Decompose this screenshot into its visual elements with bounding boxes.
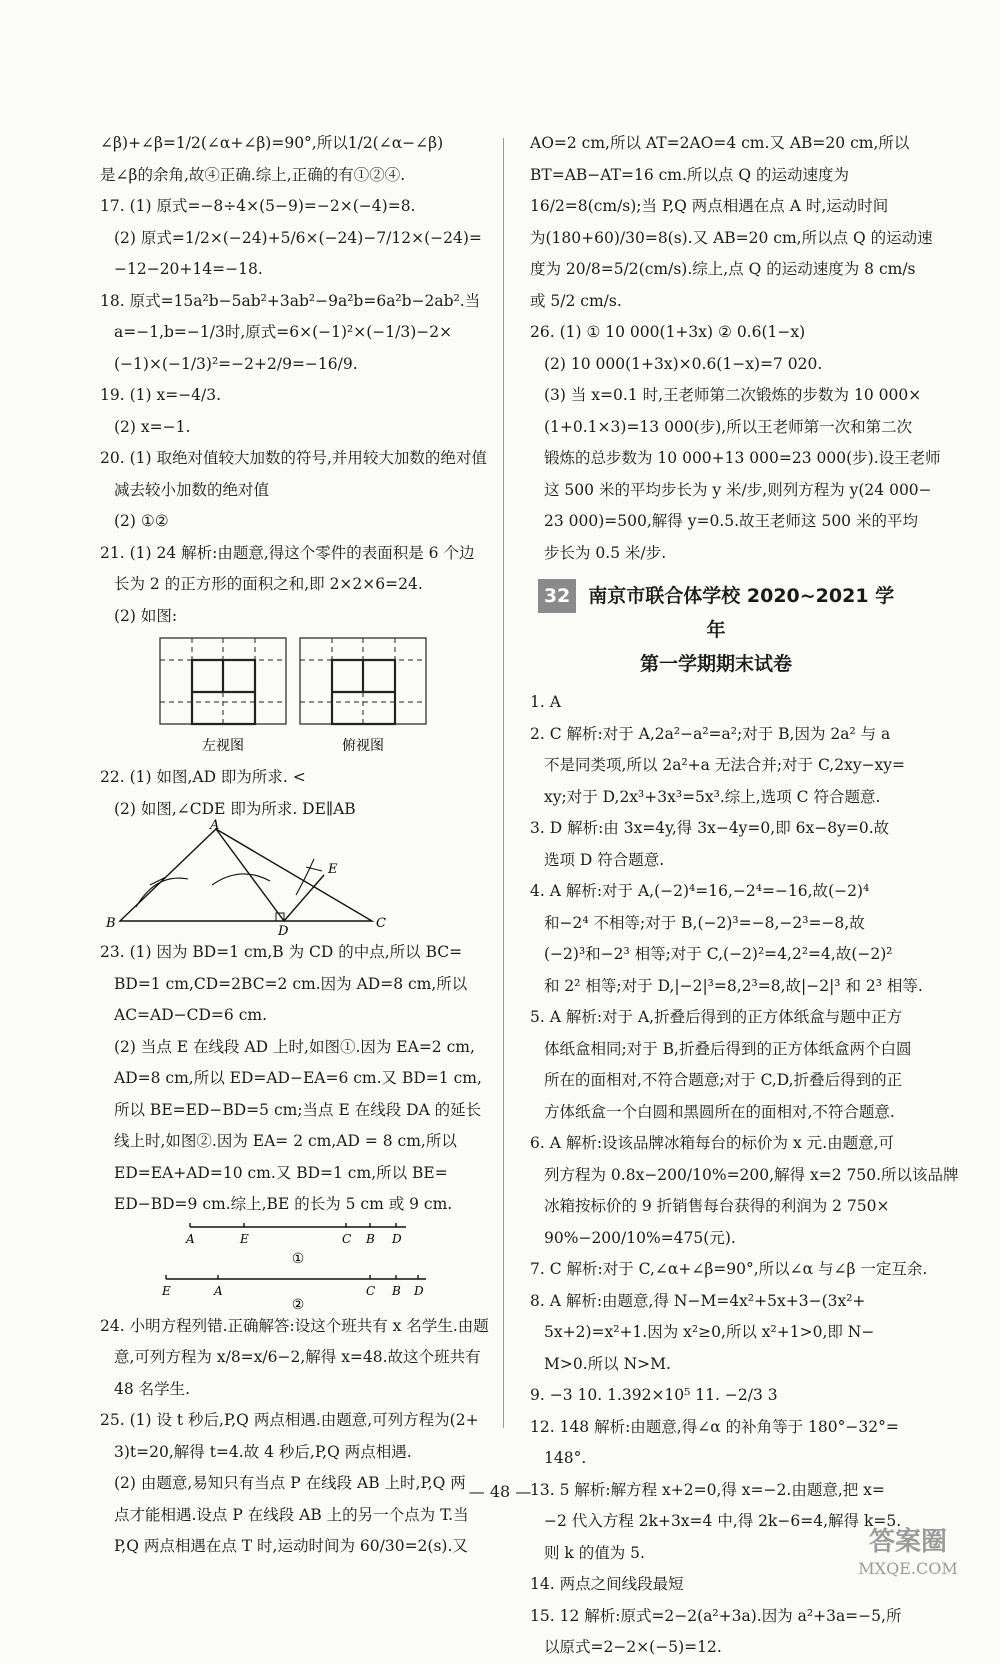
text-line: 48 名学生. — [114, 1379, 191, 1398]
text-line: 和 2² 相等;对于 D,|−2|³=8,2³=8,故|−2|³ 和 2³ 相等. — [544, 976, 923, 995]
point-a-label: A — [210, 818, 220, 833]
arc-left — [136, 878, 188, 907]
text-line: 减去较小加数的绝对值 — [114, 480, 270, 499]
watermark-logo — [838, 1520, 978, 1582]
segment-de — [284, 875, 324, 921]
text-line: 16/2=8(cm/s);当 P,Q 两点相遇在点 A 时,运动时间 — [530, 197, 889, 215]
text-line: 23 000)=500,解得 y=0.5.故王老师这 500 米的平均 — [544, 512, 918, 530]
text-line: 90%−200/10%=475(元). — [544, 1228, 736, 1247]
text-line: 为(180+60)/30=8(s).又 AB=20 cm,所以点 Q 的运动速 — [530, 228, 933, 247]
answer-8: 8. A 解析:由题意,得 N−M=4x²+5x+3−(3x²+ — [530, 1291, 866, 1310]
text-line: ED−BD=9 cm.综上,BE 的长为 5 cm 或 9 cm. — [114, 1195, 453, 1213]
section-number: 32 — [538, 579, 576, 613]
text-line: BD=1 cm,CD=2BC=2 cm.因为 AD=8 cm,所以 — [114, 974, 468, 993]
segment-figures — [100, 1221, 492, 1311]
answer-1: 1. A — [530, 693, 561, 711]
text-line: AD=8 cm,所以 ED=AD−EA=6 cm.又 BD=1 cm, — [114, 1069, 482, 1087]
views-diagram — [100, 632, 492, 762]
text-line: 所以 BE=ED−BD=5 cm;当点 E 在线段 DA 的延长 — [114, 1100, 482, 1119]
line2-label: A — [214, 1283, 223, 1298]
text-line: (1+0.1×3)=13 000(步),所以王老师第一次和第二次 — [544, 417, 913, 436]
text-line: (2) 当点 E 在线段 AD 上时,如图①.因为 EA=2 cm, — [114, 1037, 475, 1056]
text-line: 步长为 0.5 米/步. — [544, 543, 667, 562]
answer-20: 20. (1) 取绝对值较大加数的符号,并用较大加数的绝对值 — [100, 449, 487, 467]
text-line: −2 代入方程 2k+3x=4 中,得 2k−6=4,解得 k=5. — [544, 1512, 902, 1530]
text-line: 148°. — [544, 1449, 587, 1467]
line2-label: C — [366, 1283, 376, 1298]
triangle-diagram — [100, 818, 492, 939]
views-figure — [100, 632, 492, 762]
segment-ad — [216, 829, 284, 921]
answer-23: 23. (1) 因为 BD=1 cm,B 为 CD 的中点,所以 BC= — [100, 943, 463, 961]
text-line: ∠β)+∠β=1/2(∠α+∠β)=90°,所以1/2(∠α−∠β) — [100, 134, 444, 152]
text-line: (2) 原式=1/2×(−24)+5/6×(−24)−7/12×(−24)= — [114, 228, 482, 247]
text-line: 线上时,如图②.因为 EA= 2 cm,AD = 8 cm,所以 — [114, 1132, 457, 1150]
text-line: (2) 如图: — [114, 606, 178, 625]
text-line: 和−2⁴ 不相等;对于 B,(−2)³=−8,−2³=−8,故 — [544, 913, 865, 932]
text-line: 这 500 米的平均步长为 y 米/步,则列方程为 y(24 000− — [544, 480, 932, 499]
answer-4: 4. A 解析:对于 A,(−2)⁴=16,−2⁴=−16,故(−2)⁴ — [530, 882, 870, 900]
watermark-url: MXQE.COM — [858, 1559, 958, 1578]
text-line: (−1)×(−1/3)²=−2+2/9=−16/9. — [114, 354, 358, 373]
text-line: P,Q 两点相遇在点 T 时,运动时间为 60/30=2(s).又 — [114, 1537, 468, 1555]
line1-label: E — [240, 1231, 249, 1246]
text-line: 以原式=2−2×(−5)=12. — [544, 1638, 722, 1656]
section-title-line2: 第一学期期末试卷 — [639, 653, 792, 675]
answer-21: 21. (1) 24 解析:由题意,得这个零件的表面积是 6 个边 — [100, 543, 475, 562]
text-line: M>0.所以 N>M. — [544, 1354, 671, 1373]
section-heading — [530, 579, 902, 681]
text-line: (2) 由题意,易知只有当点 P 在线段 AB 上时,P,Q 两 — [114, 1474, 466, 1492]
triangle-figure — [100, 818, 492, 939]
text-line: 长为 2 的正方形的面积之和,即 2×2×6=24. — [114, 575, 423, 593]
section-title-line1: 南京市联合体学校 2020~2021 学年 — [588, 585, 895, 641]
figure-1-caption: ① — [291, 1250, 305, 1267]
text-line: 选项 D 符合题意. — [544, 850, 665, 869]
answer-5: 5. A 解析:对于 A,折叠后得到的正方体纸盒与题中正方 — [530, 1008, 903, 1026]
answer-18: 18. 原式=15a²b−5ab²+3ab²−9a²b=6a²b−2ab².当 — [100, 291, 481, 310]
segment-diagrams — [100, 1221, 492, 1311]
text-line: BT=AB−AT=16 cm.所以点 Q 的运动速度为 — [530, 165, 849, 184]
answer-15: 15. 12 解析:原式=2−2(a²+3a).因为 a²+3a=−5,所 — [530, 1606, 902, 1625]
point-d-label: D — [278, 924, 289, 939]
text-line: 度为 20/8=5/2(cm/s).综上,点 Q 的运动速度为 8 cm/s — [530, 260, 916, 278]
line1-label: D — [392, 1231, 402, 1246]
text-line: 是∠β的余角,故④正确.综上,正确的有①②④. — [100, 165, 406, 184]
text-line: (2) 10 000(1+3x)×0.6(1−x)=7 020. — [544, 354, 823, 373]
answer-12: 12. 148 解析:由题意,得∠α 的补角等于 180°−32°= — [530, 1417, 899, 1436]
text-line: AC=AD−CD=6 cm. — [114, 1006, 268, 1024]
text-line: (−2)³和−2³ 相等;对于 C,(−2)²=4,2²=4,故(−2)² — [544, 945, 893, 963]
answer-14: 14. 两点之间线段最短 — [530, 1575, 684, 1593]
answer-17: 17. (1) 原式=−8÷4×(5−9)=−2×(−4)=8. — [100, 197, 416, 215]
top-view-label: 俯视图 — [342, 738, 384, 754]
text-line: 方体纸盒一个白圆和黑圆所在的面相对,不符合题意. — [544, 1102, 895, 1121]
text-line: 锻炼的总步数为 10 000+13 000=23 000(步).设王老师 — [544, 449, 941, 467]
text-line: (3) 当 x=0.1 时,王老师第二次锻炼的步数为 10 000× — [544, 386, 922, 404]
answer-6: 6. A 解析:设该品牌冰箱每台的标价为 x 元.由题意,可 — [530, 1134, 895, 1152]
watermark-text: 答案圈 — [868, 1527, 948, 1557]
point-c-label: C — [376, 916, 386, 931]
text-line: 体纸盒相同;对于 B,折叠后得到的正方体纸盒两个白圆 — [544, 1039, 912, 1058]
text-line: (2) ①② — [114, 512, 169, 530]
line2-label: E — [162, 1283, 171, 1298]
line1-label: A — [186, 1231, 195, 1246]
text-line: ED=EA+AD=10 cm.又 BD=1 cm,所以 BE= — [114, 1163, 448, 1182]
line1-label: C — [342, 1231, 352, 1246]
line2-label: D — [414, 1283, 424, 1298]
text-line: 列方程为 0.8x−200/10%=200,解得 x=2 750.所以该品牌 — [544, 1165, 959, 1184]
text-line: 则 k 的值为 5. — [544, 1543, 645, 1562]
answer-2: 2. C 解析:对于 A,2a²−a²=a²;对于 B,因为 2a² 与 a — [530, 724, 891, 743]
answer-25: 25. (1) 设 t 秒后,P,Q 两点相遇.由题意,可列方程为(2+ — [100, 1411, 479, 1429]
line2-label: B — [392, 1283, 401, 1298]
arc-middle — [212, 874, 270, 885]
answer-22: 22. (1) 如图,AD 即为所求. < — [100, 768, 306, 786]
top-view-grid — [300, 638, 426, 724]
text-line: AO=2 cm,所以 AT=2AO=4 cm.又 AB=20 cm,所以 — [530, 134, 910, 152]
text-line: 点才能相遇.设点 P 在线段 AB 上的另一个点为 T.当 — [114, 1505, 469, 1524]
text-line: 5x+2)=x²+1.因为 x²≥0,所以 x²+1>0,即 N− — [544, 1323, 875, 1341]
figure-2-caption: ② — [291, 1296, 305, 1313]
text-line: 意,可列方程为 x/8=x/6−2,解得 x=48.故这个班共有 — [114, 1348, 481, 1366]
text-line: 或 5/2 cm/s. — [530, 291, 622, 310]
text-line: a=−1,b=−1/3时,原式=6×(−1)²×(−1/3)−2× — [114, 323, 453, 341]
left-view-grid — [160, 638, 286, 724]
answer-24: 24. 小明方程列错.正确解答:设这个班共有 x 名学生.由题 — [100, 1316, 489, 1335]
point-b-label: B — [106, 916, 116, 931]
text-line: (2) x=−1. — [114, 417, 191, 436]
point-e-label: E — [328, 862, 338, 877]
text-line: 不是同类项,所以 2a²+a 无法合并;对于 C,2xy−xy= — [544, 756, 906, 774]
text-line: −12−20+14=−18. — [114, 260, 263, 278]
answer-9-11: 9. −3 10. 1.392×10⁵ 11. −2/3 3 — [530, 1386, 778, 1404]
answer-26: 26. (1) ① 10 000(1+3x) ② 0.6(1−x) — [530, 323, 806, 341]
answer-19: 19. (1) x=−4/3. — [100, 386, 222, 404]
answer-7: 7. C 解析:对于 C,∠α+∠β=90°,所以∠α 与∠β 一定互余. — [530, 1260, 928, 1278]
text-line: 冰箱按标价的 9 折销售每台获得的利润为 2 750× — [544, 1197, 890, 1215]
column-divider — [503, 138, 504, 1428]
answer-3: 3. D 解析:由 3x=4y,得 3x−4y=0,即 6x−8y=0.故 — [530, 819, 890, 837]
text-line: 所在的面相对,不符合题意;对于 C,D,折叠后得到的正 — [544, 1071, 903, 1089]
left-view-label: 左视图 — [202, 738, 244, 754]
line1-label: B — [366, 1231, 375, 1246]
text-line: xy;对于 D,2x³+3x³=5x³.综上,选项 C 符合题意. — [544, 787, 881, 806]
answer-13: 13. 5 解析:解方程 x+2=0,得 x=−2.由题意,把 x= — [530, 1480, 885, 1499]
text-line: 3)t=20,解得 t=4.故 4 秒后,P,Q 两点相遇. — [114, 1442, 412, 1461]
left-column — [100, 128, 492, 1563]
text-line: (2) 如图,∠CDE 即为所求. DE∥AB — [114, 799, 356, 818]
page-number: — 48 — — [468, 1482, 532, 1501]
